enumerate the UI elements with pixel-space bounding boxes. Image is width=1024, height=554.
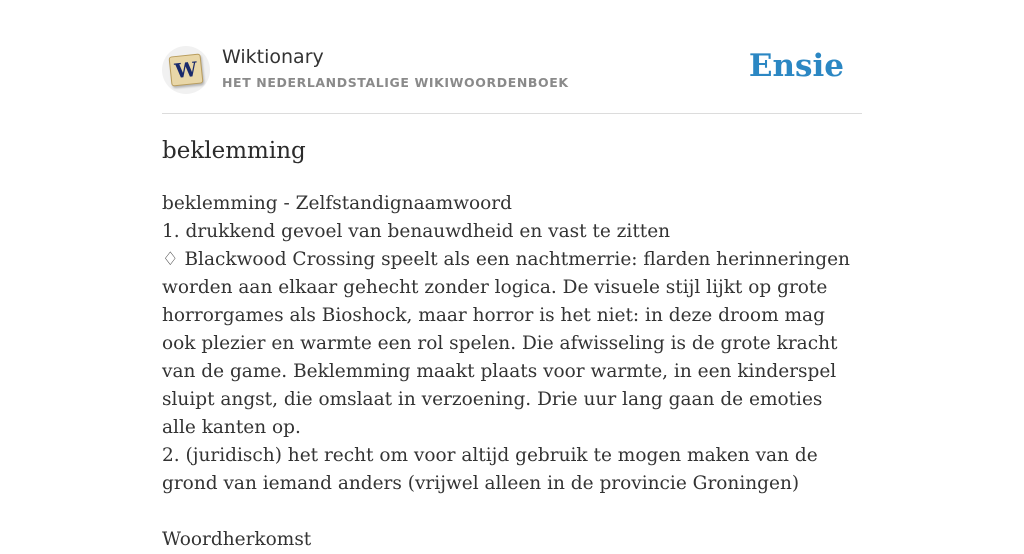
site-title[interactable]: Wiktionary <box>222 46 324 68</box>
sense-1: 1. drukkend gevoel van benauwdheid en vast te zitten <box>162 221 671 242</box>
etymology-heading: Woordherkomst <box>162 529 312 550</box>
site-subtitle: HET NEDERLANDSTALIGE WIKIWOORDENBOEK <box>222 75 569 90</box>
entry-card <box>162 0 862 550</box>
logo-letter: W <box>173 56 199 84</box>
wiktionary-logo-icon[interactable] <box>162 46 210 94</box>
ensie-brand-logo[interactable]: Ensie <box>748 48 844 84</box>
example-1: ♢ Blackwood Crossing speelt als een nachtmerrie: flarden herinneringen worden aan elkaar gehecht zonder logica. De visuele stijl lijkt op grote horrorgames als Bioshock, maar horror is het niet: in deze droom mag ook plezier en warmte een rol spelen. Die afwisseling is de grote kracht van de game. Beklemming maakt plaats voor warmte, in een kinderspel sluipt angst, die omslaat in verzoening. Drie uur lang gaan de emoties alle kanten op. <box>162 249 850 438</box>
logo-tile <box>169 53 204 86</box>
entry-body <box>162 190 862 554</box>
site-header <box>162 0 862 114</box>
page-title: beklemming <box>162 138 306 164</box>
sense-2: 2. (juridisch) het recht om voor altijd gebruik te mogen maken van de grond van iemand anders (vrijwel alleen in de provincie Groningen) <box>162 445 818 494</box>
spacer <box>162 498 862 526</box>
part-of-speech-line: beklemming - Zelfstandignaamwoord <box>162 193 512 214</box>
